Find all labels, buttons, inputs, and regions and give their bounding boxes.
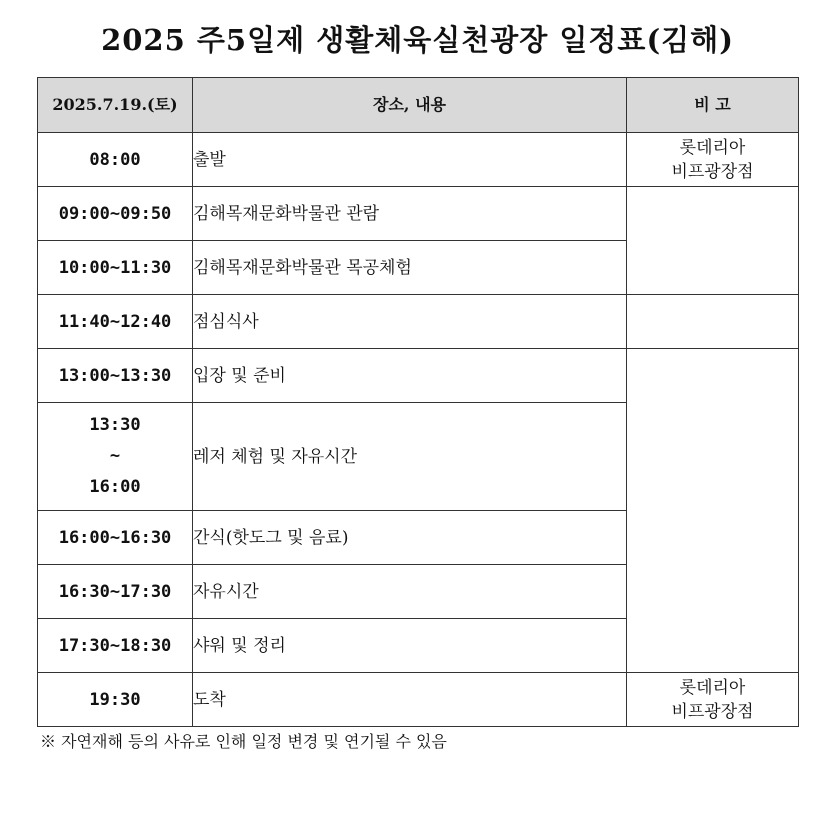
note-cell: [627, 673, 799, 727]
note-cell: [627, 295, 799, 349]
page-title: 2025 주5일제 생활체육실천광장 일정표(김해): [101, 23, 734, 57]
note-cell: [627, 349, 799, 673]
time-cell: 09:00~09:50: [38, 187, 193, 241]
footnote: ※ 자연재해 등의 사유로 인해 일정 변경 및 연기될 수 있음: [40, 732, 447, 751]
time-cell: 10:00~11:30: [38, 241, 193, 295]
table-row: [38, 133, 799, 187]
content-cell: 레저 체험 및 자유시간: [193, 403, 627, 511]
content-cell: 김해목재문화박물관 목공체험: [193, 241, 627, 295]
time-cell: 16:00~16:30: [38, 511, 193, 565]
schedule-table: [37, 77, 799, 727]
header-date: 2025.7.19.(토): [38, 78, 193, 133]
note-cell: [627, 133, 799, 187]
content-cell: 김해목재문화박물관 관람: [193, 187, 627, 241]
content-cell: 도착: [193, 673, 627, 727]
header-note: 비 고: [627, 78, 799, 133]
content-cell: 출발: [193, 133, 627, 187]
table-header-row: [38, 78, 799, 133]
time-cell: 08:00: [38, 133, 193, 187]
time-end: 16:00: [89, 477, 141, 497]
note-line: 비프광장점: [671, 161, 754, 182]
content-cell: 샤워 및 정리: [193, 619, 627, 673]
note-line: 롯데리아: [679, 677, 746, 698]
header-content: 장소, 내용: [193, 78, 627, 133]
content-cell: 자유시간: [193, 565, 627, 619]
note-line: 롯데리아: [679, 137, 746, 158]
table-row: [38, 295, 799, 349]
table-row: [38, 349, 799, 403]
time-cell: 16:30~17:30: [38, 565, 193, 619]
content-cell: 간식(핫도그 및 음료): [193, 511, 627, 565]
time-separator: ~: [109, 446, 121, 466]
content-cell: 점심식사: [193, 295, 627, 349]
time-start: 13:30: [89, 415, 141, 435]
time-cell: 11:40~12:40: [38, 295, 193, 349]
time-cell: 13:00~13:30: [38, 349, 193, 403]
note-cell: [627, 187, 799, 295]
note-line: 비프광장점: [671, 701, 754, 722]
table-row: [38, 187, 799, 241]
table-row: [38, 673, 799, 727]
time-cell: [38, 403, 193, 511]
content-cell: 입장 및 준비: [193, 349, 627, 403]
time-cell: 17:30~18:30: [38, 619, 193, 673]
time-cell: 19:30: [38, 673, 193, 727]
